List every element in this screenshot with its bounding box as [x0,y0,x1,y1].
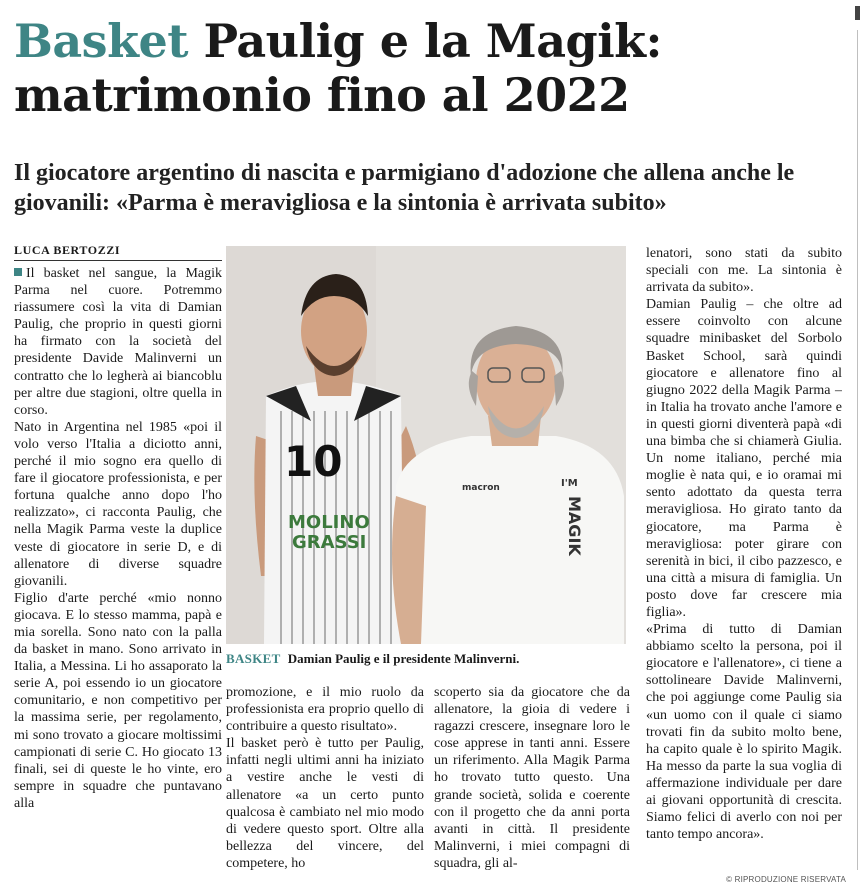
caption-kicker: BASKET [226,651,281,666]
svg-text:I'M: I'M [561,478,578,489]
paragraph: «Prima di tutto di Damian abbiamo scelto la persona, poi il giocatore e l'allenatore», ci tiene a sottolineare Davide Malinverni, che poi aggiunge come Paulig sia «un uomo con il quale ci siamo trovati fin da subito molto bene, ha capito quale è lo spirito Magik. Ha messo da parte la sua voglia di affermazione individuale per dare ai giovani opportunità di crescita. Siamo felici di averlo con noi per tanto tempo ancora». [646,622,842,843]
svg-text:GRASSI: GRASSI [292,532,367,553]
article-column-1 [14,265,222,885]
paragraph: Nato in Argentina nel 1985 «poi il volo verso l'Italia a diciotto anni, perché il mio sogno era quello di fare il giocatore professionista, e per fortuna qualche anno dopo l'ho realizzato», ci racconta Paulig, che nella Magik Parma veste la duplice veste di giocatore in serie D, e di allenatore di diverse squadre giovanili. [14,419,222,589]
paragraph: Figlio d'arte perché «mio nonno giocava. E lo stesso mamma, papà e mia sorella. Sono nato con la palla da basket in mano. Sono arrivato in Italia, a Messina. Li ho assaporato la serie A, poi essendo io un giocatore comunitario, e non competitivo per la massima serie, per regolamento, mi sono trovato a giocare moltissimi campionati di serie C. Ho giocato 13 finali, sei di queste le ho vinte, ero sempre in squadre che puntavano alla [14,590,222,811]
paragraph: Il basket nel sangue, la Magik Parma nel cuore. Potremmo riassumere così la vita di Damian Paulig, che proprio in questi giorni ha firmato con la società del presidente Davide Malinverni un contratto che lo legherà ai biancoblu per altre due stagioni, oltre quella in corso. [14,266,222,418]
lead-square-icon [14,268,22,276]
paragraph: scoperto sia da giocatore che da allenatore, la gioia di vedere i ragazzi crescere, insegnare loro le cose apprese in tanti anni. Essere un riferimento. Alla Magik Parma ho trovato tutto questo. Una grande società, solida e coerente con il progetto che da anni porta avanti in città. Il presidente Malinverni, i miei compagni di squadra, gli al- [434,685,630,871]
page-edge-line [857,30,858,870]
paragraph: promozione, e il mio ruolo da professionista era proprio quello di contribuire a questo risultato». [226,685,424,735]
headline-title: Paulig e la Magik: matrimonio fino al 2022 [14,14,663,122]
svg-text:MAGIK: MAGIK [565,496,584,556]
paragraph: Damian Paulig – che oltre ad essere coinvolto con alcune squadre minibasket del Sorbolo Basket School, sarà quindi giocatore e allenatore fino al giugno 2022 della Magik Parma – in Italia ha trovato anche l'amore e in questi giorni diventerà papà «di una bimba che si chiamerà Giulia. Un nome italiano, perché mia moglie è nata qui, e io oramai mi sento adottato da questa terra meravigliosa. Ho girato tanto da giocatore, ma Parma è meravigliosa: poter girare con serenità in bici, il cibo pazzesco, e una città a misura di famiglia. Un posto dove far crescere mia figlia». [646,297,842,620]
paragraph: lenatori, sono stati da subito speciali con me. La sintonia è arrivata da subito». [646,246,842,296]
svg-text:macron: macron [462,483,500,493]
svg-text:10: 10 [284,437,343,486]
headline-kicker: Basket [14,14,188,68]
headline [14,14,814,122]
byline: LUCA BERTOZZI [14,243,222,261]
svg-text:MOLINO: MOLINO [288,512,370,533]
caption-text: Damian Paulig e il presidente Malinverni. [287,651,520,666]
article-column-2 [226,684,424,884]
article-column-4 [646,245,842,885]
paragraph: Il basket però è tutto per Paulig, infatti negli ultimi anni ha iniziato a vestire anche le vesti di allenatore «a un certo punto qualcosa è cambiato nel mio modo di vedere questo sport. Oltre alla bellezza del vincere, del competere, ho [226,736,424,871]
subheadline: Il giocatore argentino di nascita e parmigiano d'adozione che allena anche le giovanili: «Parma è meravigliosa e la sintonia è arrivata subito» [14,160,795,216]
page-edge-marker [855,6,860,20]
copyright-notice: © RIPRODUZIONE RISERVATA [726,875,846,884]
photo-caption [226,650,630,668]
article-photo [226,246,626,644]
article-column-3 [434,684,630,884]
